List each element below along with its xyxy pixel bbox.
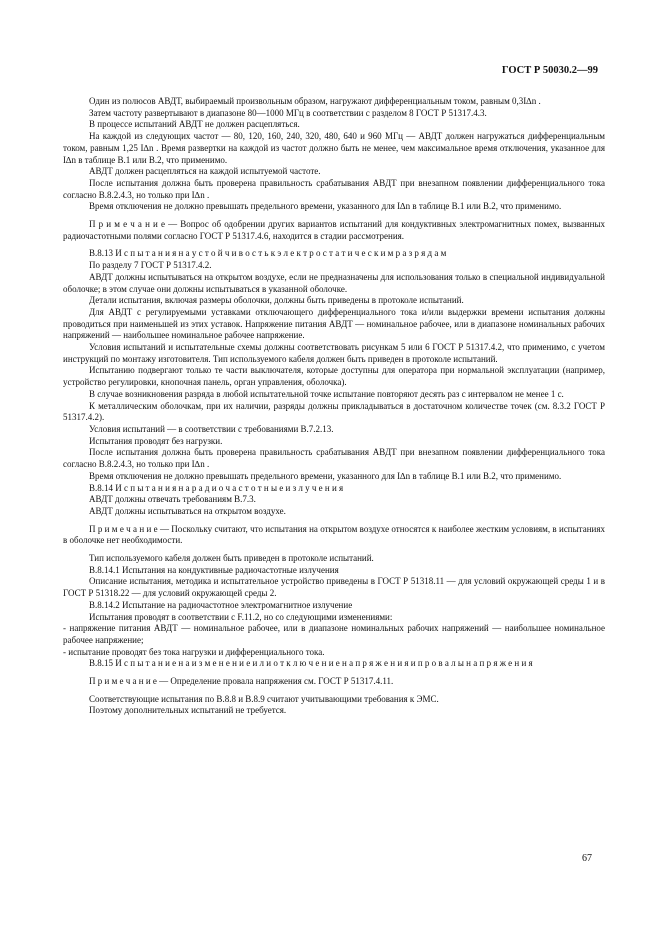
paragraph: В.8.14.1 Испытания на кондуктивные радиочастотные излучения	[89, 564, 339, 575]
paragraph: По разделу 7 ГОСТ Р 51317.4.2.	[89, 260, 212, 271]
paragraph: П р и м е ч а н и е — Определение провала напряжения см. ГОСТ Р 51317.4.11.	[89, 676, 394, 687]
paragraph: - испытание проводят без тока нагрузки и дифференциального тока.	[63, 646, 325, 657]
paragraph: В.8.14.2 Испытание на радиочастотное электромагнитное излучение	[89, 599, 353, 610]
paragraph: Для АВДТ с регулируемыми уставками отключающего дифференциального тока и/или выдержки времени испытания должны проводиться при наименьшей из этих уставок. Напряжение питания АВДТ — номинальное рабочее, или в диапазоне номинальных рабочих напряжений — наибольшее номинальное рабочее напряжение.	[63, 306, 605, 341]
paragraph: Затем частоту развертывают в диапазоне 80—1000 МГц в соответствии с разделом 8 ГОСТ Р 51317.4.3.	[89, 107, 487, 118]
paragraph: Условия испытаний — в соответствии с требованиями В.7.2.13.	[89, 423, 334, 434]
paragraph: Испытания проводят без нагрузки.	[89, 435, 223, 446]
paragraph: Поэтому дополнительных испытаний не требуется.	[89, 705, 287, 716]
paragraph: Тип используемого кабеля должен быть приведен в протоколе испытаний.	[89, 553, 374, 564]
document-header: ГОСТ Р 50030.2—99	[501, 65, 598, 76]
paragraph: На каждой из следующих частот — 80, 120, 160, 240, 320, 480, 640 и 960 МГц — АВДТ должен нагружаться дифференциальным током, равным 1,25 I∆n . Время развертки на каждой из частот должно быть не менее, чем максимальное время отключения, указанное для I∆n в таблице В.1 или В.2, что применимо.	[63, 131, 605, 165]
paragraph: В процессе испытаний АВДТ не должен расцепляться.	[89, 119, 300, 130]
paragraph: В.8.13 И с п ы т а н и я н а у с т о й ч и в о с т ь к э л е к т р о с т а т и ч е с к и м р а з р я д а м	[89, 248, 447, 259]
paragraph: АВДТ должен расцепляться на каждой испытуемой частоте.	[89, 166, 321, 177]
paragraph: После испытания должна быть проверена правильность срабатывания АВДТ при внезапном появлении дифференциального тока согласно В.8.2.4.3, но только при I∆n .	[63, 447, 605, 470]
paragraph: В.8.14 И с п ы т а н и я н а р а д и о ч а с т о т н ы е и з л у ч е н и я	[89, 482, 344, 493]
paragraph: - напряжение питания АВДТ — номинальное рабочее, или в диапазоне номинальных рабочих напряжений — наибольшее номинальное рабочее напряжение;	[63, 623, 605, 645]
paragraph: Соответствующие испытания по В.8.8 и В.8.9 считают учитывающими требования к ЭМС.	[89, 693, 439, 704]
paragraph: Время отключения не должно превышать предельного времени, указанного для I∆n в таблице В.1 или В.2, что применимо.	[89, 470, 562, 481]
paragraph: Детали испытания, включая размеры оболочки, должны быть приведены в протоколе испытаний.	[89, 295, 464, 306]
paragraph: АВДТ должны испытываться на открытом воздухе.	[89, 505, 286, 516]
paragraph: П р и м е ч а н и е — Вопрос об одобрении других вариантов испытаний для кондуктивных электромагнитных помех, вызванных радиочастотными полями согласно ГОСТ Р 51317.4.6, находится в стадии рассмотрения.	[63, 219, 605, 241]
page-number: 67	[582, 853, 592, 864]
paragraph: Описание испытания, методика и испытательное устройство приведены в ГОСТ Р 51318.11 — для условий окружающей среды 1 и в ГОСТ Р 51318.22 — для условий окружающей среды 2.	[63, 576, 605, 599]
paragraph: АВДТ должны отвечать требованиям В.7.3.	[89, 494, 256, 505]
paragraph: В случае возникновения разряда в любой испытательной точке испытание повторяют десять раз с интервалом не менее 1 с.	[89, 388, 564, 399]
paragraph: АВДТ должны испытываться на открытом воздухе, если не предназначены для использования только в специальной индивидуальной оболочке; в этом случае они должны испытываться в указанной оболочке.	[63, 271, 605, 294]
paragraph: Один из полюсов АВДТ, выбираемый произвольным образом, нагружают дифференциальным током, равным 0,3I∆n .	[89, 96, 541, 106]
paragraph: Условия испытаний и испытательные схемы должны соответствовать рисункам 5 или 6 ГОСТ Р 51317.4.2, что применимо, с учетом инструкций по монтажу изготовителя. Тип используемого кабеля должен быть приведен в протоколе испытаний.	[63, 342, 605, 364]
paragraph: После испытания должна быть проверена правильность срабатывания АВДТ при внезапном появлении дифференциального тока согласно В.8.2.4.3, но только при I∆n .	[63, 177, 605, 200]
paragraph: П р и м е ч а н и е — Поскольку считают, что испытания на открытом воздухе относятся к наиболее жестким условиям, в испытаниях в оболочке нет необходимости.	[63, 523, 605, 546]
paragraph: Испытания проводят в соответствии с F.11.2, но со следующими изменениями:	[89, 611, 393, 622]
paragraph: В.8.15 И с п ы т а н и е н а и з м е н е н и е и л и о т к л ю ч е н и е н а п р я ж е н и я и п р о в а л ы н а п р я ж е н и я	[89, 658, 533, 669]
paragraph: К металлическим оболочкам, при их наличии, разряды должны прикладываться в достаточном количестве точек (см. 8.3.2 ГОСТ Р 51317.4.2).	[63, 400, 605, 423]
paragraph: Испытанию подвергают только те части выключателя, которые доступны для оператора при нормальной эксплуатации (например, устройство регулировки, кнопочная панель, орган управления, оболочка).	[63, 365, 605, 388]
paragraph: Время отключения не должно превышать предельного времени, указанного для I∆n в таблице В.1 или В.2, что применимо.	[89, 201, 562, 212]
document-body	[63, 96, 605, 717]
